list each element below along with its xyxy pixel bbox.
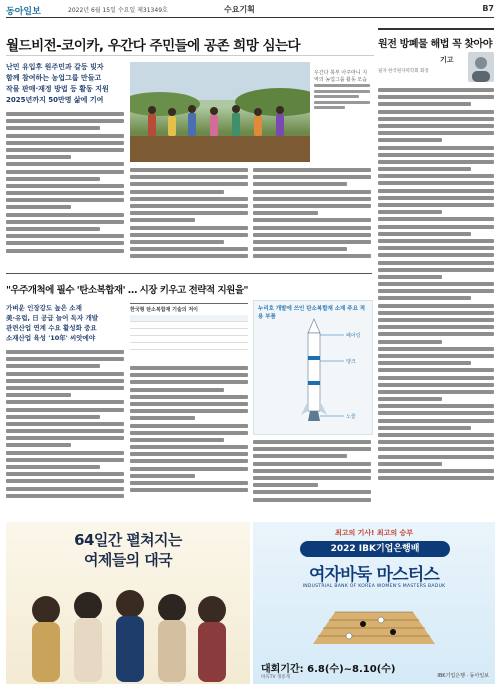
table-title: 한국형 탄소복합재 기술의 저이	[130, 307, 199, 313]
table-row	[130, 322, 248, 329]
second-headline-text: "우주개척에 필수 '탄소복합재' … 시장 키우고 전략적 지원을"	[6, 285, 248, 296]
column-byline: 필자 한국원자력학회 회장	[378, 69, 429, 74]
deck-line: 2025년까지 50만명 삶에 기여	[6, 96, 104, 104]
section-divider	[6, 273, 372, 274]
go-board-icon	[253, 594, 495, 656]
main-deck	[6, 62, 126, 106]
second-headline	[6, 282, 374, 296]
table-row	[130, 329, 248, 336]
part-label: 탱크	[346, 359, 356, 365]
person-icon	[468, 52, 494, 82]
ad2-tagline: 최고의 기사! 최고의 승부	[334, 529, 414, 537]
players-illustration	[6, 570, 250, 684]
main-headline-text: 월드비전-코이카, 우간다 주민들에 공존 희망 심는다	[6, 38, 301, 54]
issue-date: 2022년 6월 15일 수요일 제31349호	[68, 7, 168, 14]
deck-line: 함께 참여하는 농업그룹 만들고	[6, 74, 102, 82]
columnist-portrait	[468, 52, 494, 82]
ad1-title: 64일간 펼쳐지는 여제들의 대국	[74, 531, 182, 569]
deck-line: 난민 유입후 원주민과 갈등 빚자	[6, 63, 104, 71]
article-photo	[130, 62, 310, 162]
table-row	[130, 336, 248, 343]
deck-line: 작물 판매·재정 방법 등 활동 지원	[6, 85, 109, 93]
main-headline	[6, 34, 374, 56]
rocket-graphic	[253, 300, 373, 435]
baduk-ad-right[interactable]	[253, 522, 495, 684]
deck-line: 소재산업 육성 '10年' 씨앗에야	[6, 334, 96, 342]
ad2-title: 여자바둑 마스터스	[308, 565, 440, 585]
ad2-sponsors: IBK기업은행 · 동아일보	[437, 673, 489, 679]
ad2-subtitle: INDUSTRIAL BANK OF KOREA WOMEN'S MASTERS BADUK	[302, 584, 446, 589]
ad2-period: 대회기간: 6.8(수)~8.10(수)	[261, 664, 396, 675]
second-deck	[6, 303, 126, 343]
section-title: 수요기획	[224, 5, 255, 14]
deck-line: 美·유럽, 日 공급 늘어 독자 개발	[6, 314, 99, 322]
table-row	[130, 315, 248, 322]
main-body-col-2	[130, 168, 248, 268]
photo-caption-text: 우간다 북부 아주마니 지역의 농업그룹 활동 모습	[314, 70, 368, 83]
column-body	[378, 88, 494, 513]
part-label: 노즐	[346, 414, 356, 420]
material-table	[130, 303, 248, 361]
table-row	[130, 343, 248, 350]
masthead	[6, 4, 494, 18]
newspaper-logo: 동아일보	[6, 7, 41, 17]
farmers-photo-illustration	[130, 62, 310, 162]
second-body-col-2	[130, 366, 248, 511]
photo-caption	[314, 70, 370, 160]
baduk-ad-left[interactable]	[6, 522, 250, 684]
column-title: 원전 방폐물 해법 꼭 찾아야	[378, 39, 493, 50]
deck-line: 관련산업 연계 수요 활성화 중요	[6, 324, 97, 332]
graphic-title: 누리호 개발에 쓰인 탄소복합재 소재 주요 적용 부품	[258, 306, 366, 320]
main-body-col-1	[6, 112, 124, 267]
column-tag: 기고	[440, 56, 454, 64]
second-body-col-3-lower	[253, 440, 371, 512]
part-label: 페어링	[346, 333, 361, 339]
main-body-col-3	[253, 168, 371, 268]
ad2-badge: 2022 IBK기업은행배	[300, 541, 450, 557]
second-body-col-1	[6, 350, 124, 510]
page-number: B7	[482, 4, 494, 13]
column-header	[378, 28, 494, 48]
deck-line: 가벼운 인장강도 높은 소재	[6, 304, 82, 312]
ad2-footer: 바둑TV 생중계	[261, 675, 290, 680]
